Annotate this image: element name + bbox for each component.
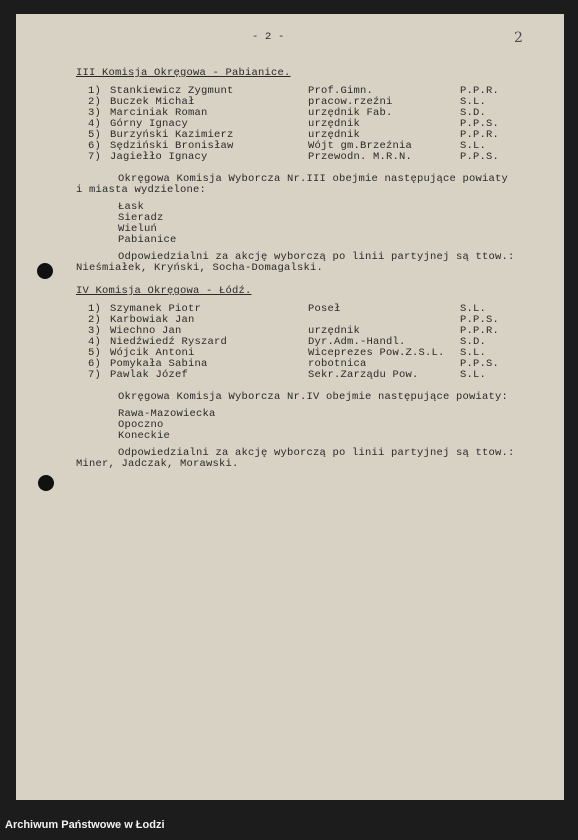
member-name: Pawlak Józef: [110, 369, 189, 381]
section4-para2-line1: Odpowiedzialni za akcję wyborczą po linii partyjnej są ttow.:: [118, 447, 515, 459]
section3-para1-line2: i miasta wydzielone:: [76, 184, 207, 196]
member-name: Stankiewicz Zygmunt: [110, 85, 234, 97]
member-name: Wójcik Antoni: [110, 347, 195, 359]
section4-heading: IV Komisja Okręgowa - Łódź.: [76, 285, 252, 297]
section4-para1-line1: Okręgowa Komisja Wyborcza Nr.IV obejmie następujące powiaty:: [118, 391, 509, 403]
member-party: P.P.R.: [460, 129, 500, 141]
member-name: Szymanek Piotr: [110, 303, 202, 315]
section3-place: Sieradz: [118, 212, 164, 224]
handwritten-page-mark: 2: [514, 30, 524, 46]
member-party: S.L.: [460, 303, 487, 315]
member-name: Jagiełło Ignacy: [110, 151, 208, 163]
member-name: Marciniak Roman: [110, 107, 208, 119]
member-party: S.L.: [460, 347, 487, 359]
member-role: urzędnik: [308, 118, 361, 130]
member-party: P.P.R.: [460, 85, 500, 97]
member-num: 2): [88, 96, 102, 108]
member-party: P.P.S.: [460, 314, 500, 326]
section3-heading: III Komisja Okręgowa - Pabianice.: [76, 67, 291, 79]
member-role: pracow.rzeźni: [308, 96, 393, 108]
member-num: 4): [88, 336, 102, 348]
member-role: Wójt gm.Brzeźnia: [308, 140, 413, 152]
section4-place: Rawa-Mazowiecka: [118, 408, 216, 420]
member-role: robotnica: [308, 358, 367, 370]
member-num: 5): [88, 347, 102, 359]
punch-hole: [37, 263, 53, 279]
member-role: Wiceprezes Pow.Z.S.L.: [308, 347, 445, 359]
member-num: 6): [88, 358, 102, 370]
section3-place: Pabianice: [118, 234, 177, 246]
section3-para1-line1: Okręgowa Komisja Wyborcza Nr.III obejmie następujące powiaty: [118, 173, 509, 185]
member-name: Buczek Michał: [110, 96, 195, 108]
member-role: urzędnik: [308, 129, 361, 141]
member-role: Sekr.Zarządu Pow.: [308, 369, 419, 381]
member-name: Pomykała Sabina: [110, 358, 208, 370]
section3-para2-line1: Odpowiedzialni za akcję wyborczą po linii partyjnej są ttow.:: [118, 251, 515, 263]
section4-para2-line2: Miner, Jadczak, Morawski.: [76, 458, 239, 470]
member-num: 1): [88, 303, 102, 315]
member-party: S.L.: [460, 96, 487, 108]
member-name: Karbowiak Jan: [110, 314, 195, 326]
member-name: Wiechno Jan: [110, 325, 182, 337]
member-role: Prof.Gimn.: [308, 85, 374, 97]
page-number: - 2 -: [252, 31, 285, 43]
punch-hole: [38, 475, 54, 491]
member-name: Górny Ignacy: [110, 118, 189, 130]
member-role: Przewodn. M.R.N.: [308, 151, 413, 163]
document-page: [16, 14, 564, 800]
member-num: 6): [88, 140, 102, 152]
member-num: 2): [88, 314, 102, 326]
member-party: S.L.: [460, 140, 487, 152]
member-num: 3): [88, 107, 102, 119]
member-num: 7): [88, 369, 102, 381]
member-role: Poseł: [308, 303, 341, 315]
member-name: Burzyński Kazimierz: [110, 129, 234, 141]
member-party: S.D.: [460, 336, 487, 348]
section3-place: Łask: [118, 201, 145, 213]
member-party: P.P.S.: [460, 151, 500, 163]
section4-place: Koneckie: [118, 430, 171, 442]
member-role: urzędnik: [308, 325, 361, 337]
member-name: Niedźwiedź Ryszard: [110, 336, 228, 348]
member-role: Dyr.Adm.-Handl.: [308, 336, 406, 348]
member-party: P.P.S.: [460, 358, 500, 370]
member-num: 7): [88, 151, 102, 163]
member-num: 4): [88, 118, 102, 130]
member-num: 3): [88, 325, 102, 337]
section4-place: Opoczno: [118, 419, 164, 431]
member-party: P.P.R.: [460, 325, 500, 337]
member-num: 5): [88, 129, 102, 141]
member-party: S.L.: [460, 369, 487, 381]
member-party: S.D.: [460, 107, 487, 119]
archive-name: Archiwum Państwowe w Łodzi: [5, 819, 165, 831]
member-party: P.P.S.: [460, 118, 500, 130]
section3-para2-line2: Nieśmiałek, Kryński, Socha-Domagalski.: [76, 262, 324, 274]
member-name: Sędziński Bronisław: [110, 140, 234, 152]
section3-place: Wieluń: [118, 223, 158, 235]
member-role: urzędnik Fab.: [308, 107, 393, 119]
archive-footer: [0, 814, 578, 840]
member-num: 1): [88, 85, 102, 97]
